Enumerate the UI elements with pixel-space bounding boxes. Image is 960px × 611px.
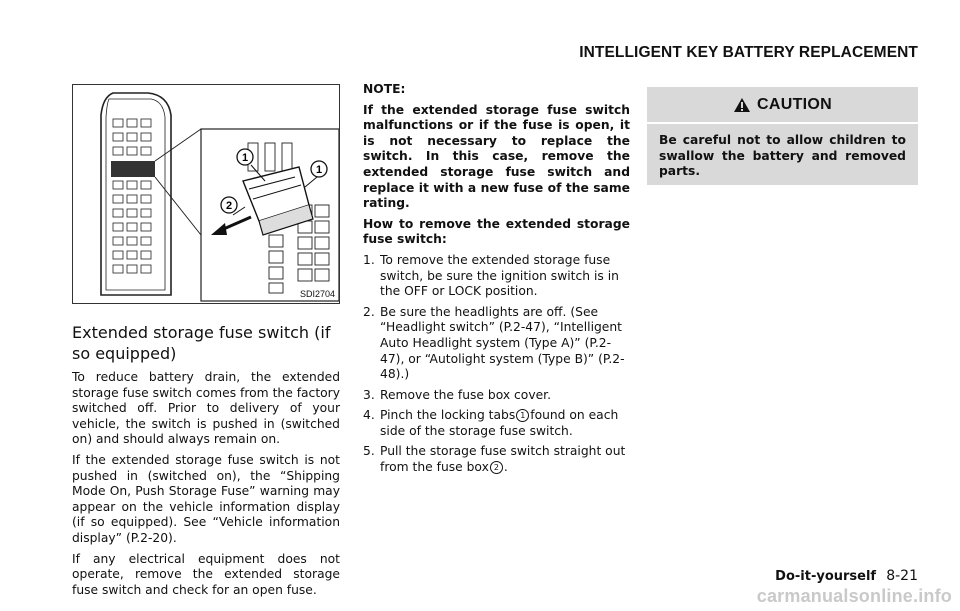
caution-text: Be careful not to allow children to swallow the battery and removed parts. <box>659 133 906 179</box>
step-text-cont: found on each side of the storage fuse switch. <box>380 408 619 438</box>
page-number: 8-21 <box>886 568 918 584</box>
step-item <box>363 388 630 404</box>
fuse-box-illustration <box>72 84 340 304</box>
step-item <box>363 253 630 300</box>
paragraph-2: If the extended storage fuse switch is not pushed in (switched on), the “Shipping Mode On, Push Storage Fuse” warning may appear on the vehicle information display (if so equipped). See “Vehicle information display” (P.2-20). <box>72 452 340 545</box>
page-footer <box>775 568 918 584</box>
caution-title: CAUTION <box>757 95 832 113</box>
paragraph-1: To reduce battery drain, the extended storage fuse switch comes from the factory switched off. Prior to delivery of your vehicle, the switch is pushed in (switched on) and should always remain on. <box>72 370 340 447</box>
step-number: 5. <box>363 444 375 459</box>
step-item <box>363 408 630 439</box>
callout-2-label: 2 <box>225 200 233 212</box>
step-number: 3. <box>363 387 375 402</box>
note-text: If the extended storage fuse switch malfunctions or if the fuse is open, it is not necessary to replace the switch. In this case, remove the extended storage fuse switch and replace it with a new fuse of the same rating. <box>363 102 630 211</box>
step-text-cont: . <box>503 460 508 475</box>
page-header-title: INTELLIGENT KEY BATTERY REPLACEMENT <box>579 44 918 61</box>
step-text: To remove the extended storage fuse switch, be sure the ignition switch is in the OFF or LOCK position. <box>380 252 619 299</box>
figure-code: SDI2704 <box>299 289 335 299</box>
footer-section: Do-it-yourself <box>775 569 877 584</box>
left-column <box>72 322 340 603</box>
middle-column <box>363 82 630 481</box>
step-text: Remove the fuse box cover. <box>380 387 552 402</box>
step-text: Pull the storage fuse switch straight out from the fuse box <box>380 444 626 475</box>
callout-2-marker: 2 <box>490 461 503 474</box>
paragraph-3: If any electrical equipment does not operate, remove the extended storage fuse switch and check for an open fuse. <box>72 551 340 597</box>
step-text: Be sure the headlights are off. (See “Headlight switch” (P.2-47), “Intelligent Auto Headlight system (Type A)” (P.2-47), or “Autolight system (Type B)” (P.2-48).) <box>380 304 625 382</box>
watermark: carmanualsonline.info <box>756 586 952 606</box>
step-item <box>363 305 630 383</box>
callout-1-label-top: 1 <box>241 152 249 164</box>
warning-triangle-icon <box>733 97 751 113</box>
callout-1-marker: 1 <box>516 409 529 422</box>
step-number: 4. <box>363 408 375 423</box>
step-number: 1. <box>363 252 375 267</box>
caution-header <box>647 87 918 124</box>
step-list <box>363 253 630 476</box>
note-label: NOTE: <box>363 82 406 96</box>
callout-1-label-right: 1 <box>315 164 323 176</box>
step-item <box>363 444 630 475</box>
section-heading: Extended storage fuse switch (if so equipped) <box>72 323 331 363</box>
fuse-box-drawing <box>73 85 340 304</box>
how-to-heading: How to remove the extended storage fuse switch: <box>363 216 630 247</box>
step-text: Pinch the locking tabs <box>380 408 516 423</box>
step-number: 2. <box>363 304 375 319</box>
caution-box <box>647 87 918 185</box>
